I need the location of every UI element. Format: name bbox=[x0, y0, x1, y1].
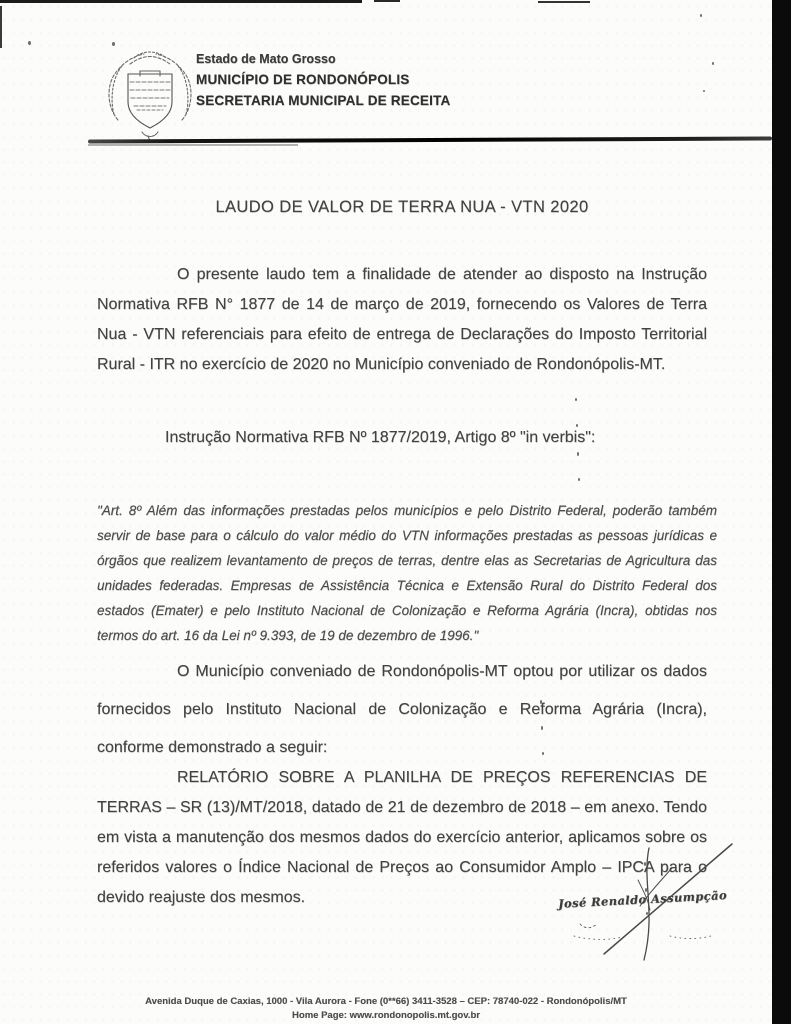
paragraph-legal-quote: "Art. 8º Além das informações prestadas pelos municípios e pelo Distrito Federal, poderão também servir de base para o cálculo do valor médio do VTN informações prestadas as pessoas jurídicas e órgãos que realizem levantamento de preços de terras, dentre elas as Secretarias de Agricultura das unidades federadas. Empresas de Assistência Técnica e Extensão Rural do Distrito Federal dos estados (Emater) e pelo Instituto Nacional de Colonização e Reforma Agrária (Incra), obtidas nos termos do art. 16 da Lei nº 9.393, de 19 de dezembro de 1996." bbox=[97, 503, 717, 643]
letterhead-department: SECRETARIA MUNICIPAL DE RECEITA bbox=[196, 93, 451, 108]
scan-artifact bbox=[112, 42, 115, 46]
scan-artifact bbox=[374, 0, 400, 2]
paragraph-norm-reference: Instrução Normativa RFB Nº 1877/2019, Artigo 8º "in verbis": bbox=[165, 429, 596, 446]
scan-artifact bbox=[700, 14, 702, 17]
scan-edge-bar bbox=[772, 0, 791, 1024]
scan-artifact bbox=[578, 478, 580, 481]
signature-block bbox=[552, 840, 747, 965]
scan-artifact bbox=[703, 90, 705, 92]
letterhead-state: Estado de Mato Grosso bbox=[196, 52, 336, 66]
letterhead-divider-fragment bbox=[88, 144, 298, 146]
document-footer bbox=[0, 995, 772, 1023]
scan-artifact bbox=[0, 6, 2, 48]
scan-artifact bbox=[712, 62, 714, 65]
paragraph-intro: O presente laudo tem a finalidade de atender ao disposto na Instrução Normativa RFB N° 1877 de 14 de março de 2019, fornecendo os Valores de Terra Nua - VTN referenciais para efeito de entrega de Declarações do Imposto Territorial Rural - ITR no exercício de 2020 no Município conveniado de Rondonópolis-MT. bbox=[97, 266, 707, 373]
signature-name: José Renaldo Assumpção bbox=[557, 888, 728, 911]
footer-homepage: Home Page: www.rondonopolis.mt.gov.br bbox=[292, 1010, 480, 1021]
scan-artifact bbox=[538, 1, 590, 3]
municipal-crest-logo bbox=[104, 48, 196, 147]
paragraph-incra-choice: O Município conveniado de Rondonópolis-MT optou por utilizar os dados fornecidos pelo Instituto Nacional de Colonização e Reforma Agrária (Incra), conforme demonstrado a seguir: bbox=[97, 663, 707, 756]
document-title: LAUDO DE VALOR DE TERRA NUA - VTN 2020 bbox=[215, 198, 589, 216]
signature-scribble bbox=[552, 840, 747, 970]
paragraph-relatorio: RELATÓRIO SOBRE A PLANILHA DE PREÇOS REFERENCIAS DE TERRAS – SR (13)/MT/2018, datado de 21 de dezembro de 2018 – em anexo. Tendo em vista a manutenção dos mesmos dados do exercício anterior, aplicamos sobre os referidos valores o Índice Nacional de Preços ao Consumidor Amplo – IPCA para o devido reajuste dos mesmos. bbox=[97, 769, 707, 906]
footer-address: Avenida Duque de Caxias, 1000 - Vila Aurora - Fone (0**66) 3411-3528 – CEP: 78740-022 - Rondonópolis/MT bbox=[145, 996, 627, 1007]
letterhead-municipality: MUNICÍPIO DE RONDONÓPOLIS bbox=[196, 72, 410, 87]
scan-artifact bbox=[28, 41, 31, 45]
letterhead-text bbox=[196, 52, 616, 114]
scan-artifact bbox=[0, 0, 362, 3]
scan-artifact bbox=[575, 398, 577, 401]
